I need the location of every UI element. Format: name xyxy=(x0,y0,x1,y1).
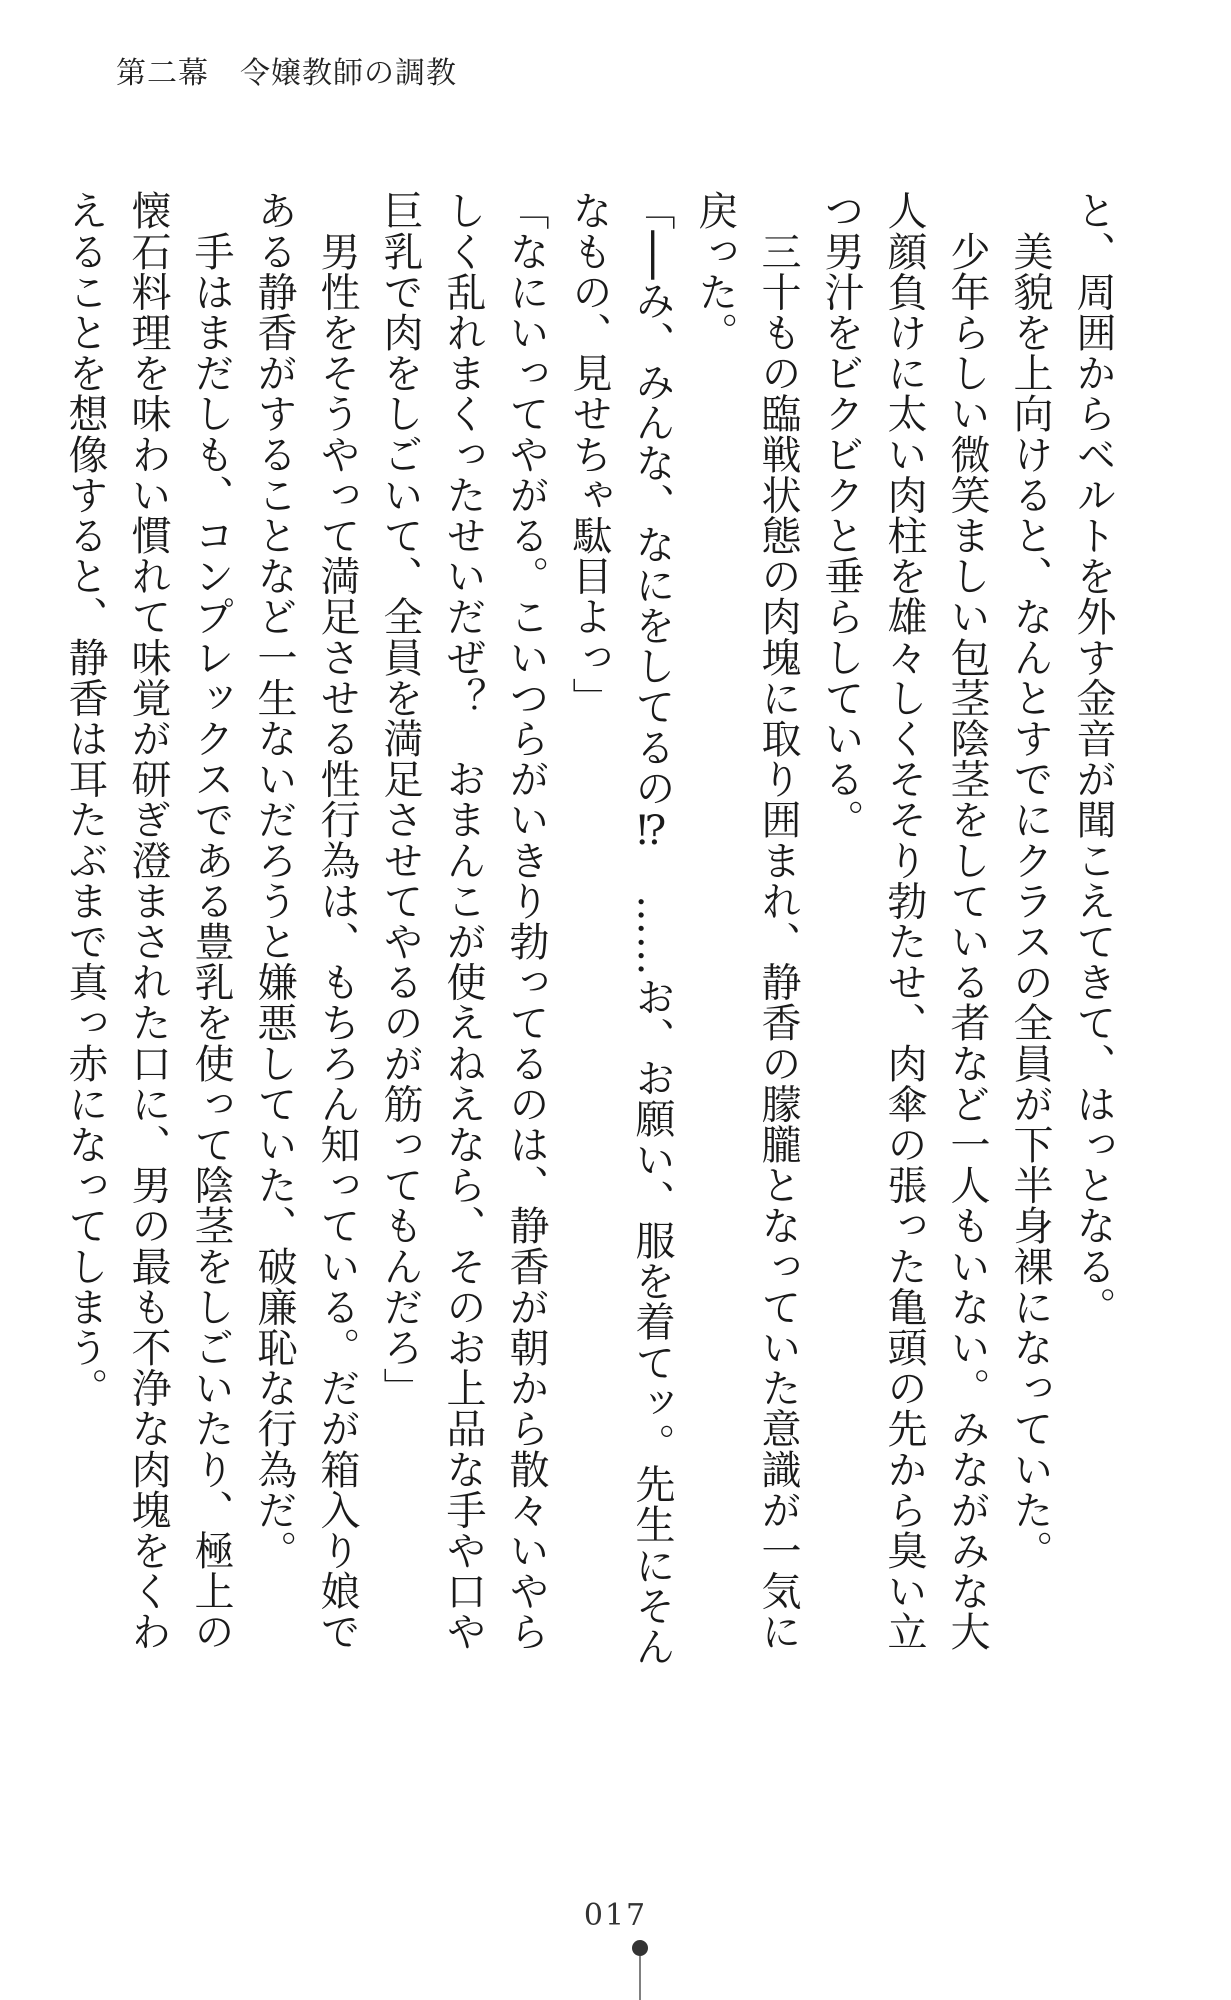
paragraph: 手はまだしも、コンプレックスである豊乳を使って陰茎をしごいたり、極上の懐石料理を味わい慣れて味覚が研ぎ澄まされた口に、男の最も不浄な肉塊をくわえることを想像すると、静香は耳たぶまで真っ赤になってしまう。 xyxy=(62,190,234,1652)
page-number: 017 xyxy=(583,1898,648,1933)
folio-ornament-icon xyxy=(630,1938,650,2000)
paragraph: 男性をそうやって満足させる性行為は、もちろん知っている。だが箱入り娘である静香がすることなど一生ないだろうと嫌悪していた、破廉恥な行為だ。 xyxy=(251,190,360,1652)
paragraph: 「──み、みんな、なにをしてるの⁉ ……お、お願い、服を着てッ。先生にそんなもの、見せちゃ駄目よっ」 xyxy=(566,190,675,1667)
paragraph: と、周囲からベルトを外す金音が聞こえてきて、はっとなる。 xyxy=(1070,190,1116,1327)
paragraph: 少年らしい微笑ましい包茎陰茎をしている者など一人もいない。みながみな大人顔負けに太い肉柱を雄々しくそそり勃たせ、肉傘の張った亀頭の先から臭い立つ男汁をビクビクと垂らしている。 xyxy=(818,190,990,1652)
paragraph: 三十もの臨戦状態の肉塊に取り囲まれ、静香の朦朧となっていた意識が一気に戻った。 xyxy=(692,190,801,1652)
paragraph: 「なにいってやがる。こいつらがいきり勃ってるのは、静香が朝から散々いやらしく乱れまくったせいだぜ？ おまんこが使えねえなら、そのお上品な手や口や巨乳で肉をしごいて、全員を満足させてやるのが筋ってもんだろ」 xyxy=(377,190,549,1652)
body-text xyxy=(62,190,1124,1670)
paragraph: 美貌を上向けると、なんとすでにクラスの全員が下半身裸になっていた。 xyxy=(1007,190,1053,1571)
running-head: 第二幕 令嬢教師の調教 xyxy=(116,56,457,91)
